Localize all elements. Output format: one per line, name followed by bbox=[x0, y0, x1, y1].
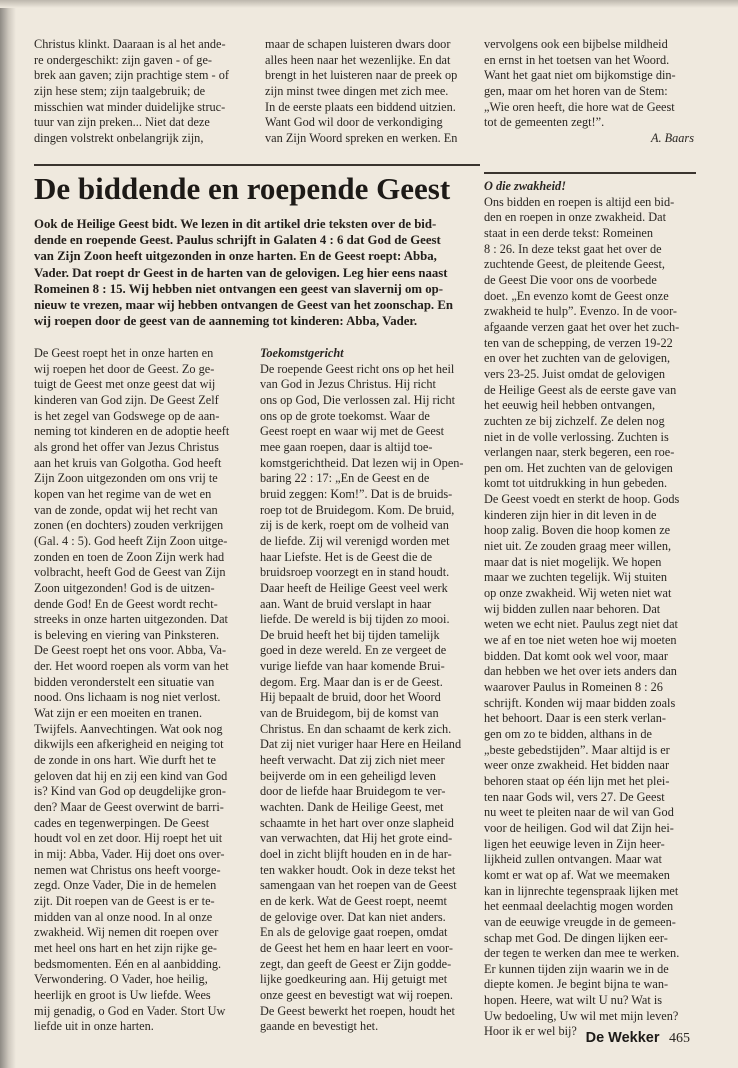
text-line: de Heilige Geest als de eerste gave van bbox=[484, 382, 677, 397]
text-line: In de eerste plaats een biddend uitzien. bbox=[265, 99, 456, 114]
text-line: kan in lijnrechte tegenspraak lijken met bbox=[484, 883, 679, 898]
text-line: Verwondering. O Vader, hoe heilig, bbox=[34, 972, 208, 987]
page-number: 465 bbox=[669, 1031, 690, 1046]
text-line: Christus klinkt. Daaraan is al het ande- bbox=[34, 37, 226, 51]
text-line: Zoon uitgezonden! God is de uitzen- bbox=[34, 580, 215, 595]
text-line: doel in zicht blijft houden en in de har- bbox=[260, 847, 452, 861]
text-line: degom. Erg. Maar dan is er de Geest. bbox=[260, 674, 443, 689]
text-line: vervolgens ook een bijbelse mildheid bbox=[484, 37, 668, 51]
text-line: nemen wat Christus ons heeft voorge- bbox=[34, 862, 221, 877]
text-line: van Zijn Woord spreken en werken. En bbox=[265, 130, 458, 145]
text-line: weer onze zwakheid. Het bidden naar bbox=[484, 758, 670, 773]
text-line: nu weet te pleiten naar de wil van God bbox=[484, 805, 674, 820]
page-binding-edge bbox=[0, 0, 16, 1068]
text-line: schaamte in het hart over onze slapheid bbox=[260, 815, 454, 830]
text-line: zegt, dan geeft de Geest er Zijn godde- bbox=[260, 956, 452, 971]
text-line: De roepende Geest richt ons op het heil bbox=[260, 361, 455, 376]
text-line: op onze zwakheid. Wij weten niet wat bbox=[484, 586, 672, 601]
text-line: afgaande verzen gaat het over het zuch- bbox=[484, 319, 680, 334]
text-line: Romeinen 8 : 15. Wij hebben niet ontvangen een geest van slavernij om op- bbox=[34, 281, 444, 296]
text-line: staat in een derde tekst: Romeinen bbox=[484, 225, 654, 240]
section-heading-zwakheid: O die zwakheid! bbox=[484, 179, 566, 193]
text-line: ten naar Gods wil, vers 27. De Geest bbox=[484, 789, 665, 804]
text-line: lijke goedkeuring aan. Hij getuigt met bbox=[260, 972, 448, 987]
text-line: De bruid heeft het bij tijden tamelijk bbox=[260, 627, 440, 642]
text-line: gaande en bevestigt het. bbox=[260, 1019, 379, 1034]
text-line: der. Het woord roepen als vorm van het bbox=[34, 659, 229, 674]
text-line: 8 : 26. In deze tekst gaat het over de bbox=[484, 241, 662, 256]
text-line: als grond het offer van Jezus Christus bbox=[34, 439, 219, 454]
text-line: den? Maar de Geest overwint de barri- bbox=[34, 800, 224, 815]
text-line: dende God! En de Geest wordt recht- bbox=[34, 596, 218, 611]
text-line: wij roepen door de geest van de aanneming tot kinderen: Abba, Vader. bbox=[34, 314, 418, 329]
text-line: ten van de schepping, de verzen 19-22 bbox=[484, 335, 673, 350]
page-footer bbox=[500, 1030, 690, 1047]
text-line: van de eeuwige vreugde in de gemeen- bbox=[484, 914, 676, 929]
text-line: lijkheid zullen ontvangen. Maar wat bbox=[484, 852, 662, 867]
text-line: tuur van zijn preken... Niet dat deze bbox=[34, 115, 210, 130]
text-line: Hij bepaalt de bruid, door het Woord bbox=[260, 690, 441, 705]
text-line: ons op de grote toekomst. Waar de bbox=[260, 408, 430, 423]
text-line: zijn minst twee dingen met zich mee. bbox=[265, 83, 449, 98]
text-line: mij genadig, o God en Vader. Stort Uw bbox=[34, 1003, 226, 1018]
text-line: schrijft. Konden wij maar bidden zoals bbox=[484, 695, 676, 710]
text-line: zijn hese stem; zijn taalgebruik; de bbox=[34, 83, 206, 98]
text-line: de Geest Die voor ons de voorbede bbox=[484, 272, 657, 287]
text-line: de gelovige over. Dat kan niet anders. bbox=[260, 909, 446, 924]
text-line: Er kunnen tijden zijn waarin we in de bbox=[484, 961, 669, 976]
text-line: maar de schapen luisteren dwars door bbox=[265, 37, 451, 51]
text-line: zonen (en dochters) zouden verkrijgen bbox=[34, 518, 224, 533]
text-line: en over het zuchten van de gelovigen, bbox=[484, 351, 671, 366]
text-line: „beste gebedstijden”. Maar altijd is er bbox=[484, 742, 670, 757]
text-line: bedsmomenten. Eén en al aanbidding. bbox=[34, 956, 222, 971]
text-line: geloven dat hij en zij een kind van God bbox=[34, 768, 228, 783]
article-column-2-text bbox=[260, 362, 478, 1035]
text-line: midden van al onze nood. In al onze bbox=[34, 909, 213, 924]
text-line: en de kerk. Wat de Geest roept, neemt bbox=[260, 893, 447, 908]
text-line: zuchtende Geest, de pleitende Geest, bbox=[484, 257, 665, 272]
text-line: ligen het eeuwige leven in Zijn heer- bbox=[484, 836, 665, 851]
text-line: zij is de kerk, roept om de volheid van bbox=[260, 518, 449, 533]
text-line: liefde uit in onze harten. bbox=[34, 1019, 154, 1034]
text-line: heerlijk en groot is Uw liefde. Wees bbox=[34, 987, 211, 1002]
text-line: gen, maar om het horen van de Stem: bbox=[484, 83, 668, 98]
text-line: tuigt de Geest met onze geest dat wij bbox=[34, 377, 216, 392]
page-top-edge bbox=[0, 0, 738, 8]
text-line: streeks in onze harten uitgezonden. Dat bbox=[34, 612, 228, 627]
text-line: dan hebben we het over iets anders dan bbox=[484, 664, 677, 679]
text-line: dingen volstrekt onbelangrijk zijn, bbox=[34, 130, 204, 145]
text-line: wachten. Dank de Heilige Geest, met bbox=[260, 800, 444, 815]
text-line: we af en toe niet weten hoe wij moeten bbox=[484, 633, 677, 648]
text-line: ten wakker houdt. Ook in deze tekst het bbox=[260, 862, 456, 877]
top-column-3-text bbox=[484, 37, 694, 131]
text-line: van Zijn Zoon heeft uitgezonden in onze harten. En de Geest roept: Abba, bbox=[34, 249, 437, 264]
text-line: tot de gemeenten zegt!”. bbox=[484, 115, 605, 130]
text-line: haar Liefste. Het is de Geest die de bbox=[260, 549, 433, 564]
text-line: onze geest en bevestigt wat wij roepen. bbox=[260, 987, 453, 1002]
text-line: aan. Want de bruid verslapt in haar bbox=[260, 596, 432, 611]
text-line: zwakheid. Wij nemen dit roepen over bbox=[34, 925, 219, 940]
text-line: liefde. De wereld is bij tijden zo mooi. bbox=[260, 612, 450, 627]
text-line: vurige liefde van haar komende Brui- bbox=[260, 659, 445, 674]
text-line: Ook de Heilige Geest bidt. We lezen in dit artikel drie teksten over de bid- bbox=[34, 217, 437, 231]
text-line: brek aan gaven; zijn prachtige stem - of bbox=[34, 68, 229, 83]
text-line: Geest roept en waar wij met de Geest bbox=[260, 424, 445, 439]
text-line: bruidsroep voorzegt en in stand houdt. bbox=[260, 565, 450, 580]
article-intro bbox=[34, 216, 482, 329]
text-line: bidden. Dat komt ook wel voor, maar bbox=[484, 648, 668, 663]
article-column-2 bbox=[260, 346, 478, 1035]
text-line: ons op God, Die verlossen zal. Hij richt bbox=[260, 392, 456, 407]
author-signature: A. Baars bbox=[650, 130, 694, 145]
article-column-3-text bbox=[484, 195, 694, 1040]
text-line: dikwijls een afkerigheid en neiging tot bbox=[34, 737, 224, 752]
text-line: pen om. Het zuchten van de gelovigen bbox=[484, 460, 673, 475]
text-line: het eenmaal deelachtig mogen worden bbox=[484, 899, 674, 914]
text-line: Vader. Dat roept dr Geest in de harten van de gelovigen. Leg hier eens naast bbox=[34, 265, 448, 280]
text-line: zijt. Dit roepen van de Geest is er te- bbox=[34, 893, 215, 908]
text-line: volbracht, heeft God de Geest van Zijn bbox=[34, 565, 226, 580]
text-line: zwakheid te hulp”. Evenzo. In de voor- bbox=[484, 304, 678, 319]
text-line: is beleving en viering van Pinksteren. bbox=[34, 627, 220, 642]
top-column-1 bbox=[34, 37, 252, 147]
text-line: de zonde in ons hart. Wie durft het te bbox=[34, 753, 216, 768]
text-line: De Geest voedt en sterkt de hoop. Gods bbox=[484, 492, 680, 507]
text-line: weten we echt niet. Paulus zegt niet dat bbox=[484, 617, 678, 632]
text-line: gen om zo te bidden, althans in de bbox=[484, 726, 653, 741]
text-line: samengaan van het roepen van de Geest bbox=[260, 878, 457, 893]
text-line: komt tot uitdrukking in hun gebeden. bbox=[484, 476, 668, 491]
text-line: Hoor ik er wel bij? bbox=[484, 1024, 577, 1039]
text-line: komstgerichtheid. Dat lezen wij in Open- bbox=[260, 455, 464, 470]
text-line: en ernst in het toetsen van het Woord. bbox=[484, 52, 670, 67]
text-line: verlangen naar, sterk begeren, een roe- bbox=[484, 445, 675, 460]
text-line: heeft verwacht. Dat zij zich niet meer bbox=[260, 753, 445, 768]
text-line: den en roepen in onze zwakheid. Dat bbox=[484, 210, 666, 225]
text-line: niet in de volle verlossing. Zuchten is bbox=[484, 429, 669, 444]
text-line: neming tot kinderen en de adoptie heeft bbox=[34, 424, 230, 439]
text-line: Want het gaat niet om bijkomstige din- bbox=[484, 68, 676, 83]
text-line: De Geest roept het in onze harten en bbox=[34, 346, 214, 360]
text-line: misschien wat minder duidelijke struc- bbox=[34, 99, 226, 114]
text-line: de Geest het hem en haar leert en voor- bbox=[260, 940, 453, 955]
text-line: aan het kruis van Golgotha. God heeft bbox=[34, 455, 222, 470]
text-line: Zijn Zoon uitgezonden om ons vrij te bbox=[34, 471, 218, 486]
text-line: dende en roepende Geest. Paulus schrijft in Galaten 4 : 6 dat God de Geest bbox=[34, 233, 441, 248]
divider-right-column bbox=[484, 172, 696, 174]
text-line: En als de gelovige gaat roepen, omdat bbox=[260, 925, 448, 940]
text-line: baring 22 : 17: „En de Geest en de bbox=[260, 471, 430, 486]
text-line: met heel ons hart en het zijn rijke ge- bbox=[34, 940, 218, 955]
text-line: Dat zij niet vuriger haar Here en Heiland bbox=[260, 737, 462, 752]
text-line: Uw bedoeling, Uw wil met mijn leven? bbox=[484, 1008, 679, 1023]
text-line: kinderen zijn hier in dit leven in de bbox=[484, 507, 657, 522]
top-column-3 bbox=[484, 37, 694, 147]
text-line: nood. Ons lichaam is nog niet verlost. bbox=[34, 690, 221, 705]
divider-above-title bbox=[34, 164, 480, 166]
text-line: Wat zijn er een moeiten en tranen. bbox=[34, 706, 203, 721]
text-line: Daar heeft de Heilige Geest veel werk bbox=[260, 580, 448, 595]
magazine-name: De Wekker bbox=[585, 1030, 660, 1046]
text-line: behoren staat op één lijn met het plei- bbox=[484, 773, 670, 788]
text-line: re ondergeschikt: zijn gaven - of ge- bbox=[34, 52, 213, 67]
text-line: hopen. Heere, wat wilt U nu? Wat is bbox=[484, 993, 663, 1008]
text-line: hoop zalig. Boven die hoop komen ze bbox=[484, 523, 671, 538]
article-column-1 bbox=[34, 346, 252, 1035]
text-line: (Gal. 4 : 5). God heeft Zijn Zoon uitge- bbox=[34, 533, 228, 548]
text-line: mee gaan roepen, daar is altijd toe- bbox=[260, 439, 433, 454]
text-line: Christus. En dan schaamt de kerk zich. bbox=[260, 721, 452, 736]
text-line: doet. „En evenzo komt de Geest onze bbox=[484, 288, 669, 303]
text-line: Ons bidden en roepen is altijd een bid- bbox=[484, 194, 675, 209]
text-line: van God in Jezus Christus. Hij richt bbox=[260, 377, 436, 392]
text-line: van de zonde, opdat wij het recht van bbox=[34, 502, 218, 517]
text-line: nieuw te vrezen, maar wij hebben ontvangen de Geest van het zoonschap. En bbox=[34, 298, 453, 313]
text-line: maar we zuchten tegelijk. Wij stuiten bbox=[484, 570, 667, 585]
text-line: is het zegel van Godswege op de aan- bbox=[34, 408, 220, 423]
text-line: het behoort. Daar is een sterk verlan- bbox=[484, 711, 666, 726]
text-line: is? Kind van God op deugdelijke gron- bbox=[34, 784, 226, 799]
text-line: maar dat is niet mogelijk. We hopen bbox=[484, 554, 662, 569]
section-heading-toekomstgericht: Toekomstgericht bbox=[260, 346, 344, 360]
text-line: kinderen van God zijn. De Geest Zelf bbox=[34, 392, 219, 407]
text-line: de liefde. Zij wil verenigd worden met bbox=[260, 533, 450, 548]
text-line: houdt vol en zet door. Hij roept het uit bbox=[34, 831, 223, 846]
text-line: zonden en toen de Zoon Zijn werk had bbox=[34, 549, 225, 564]
text-line: diepte komen. Je begint bijna te wan- bbox=[484, 977, 669, 992]
text-line: voor de heiligen. God wil dat Zijn hei- bbox=[484, 820, 674, 835]
text-line: wij bidden zullen naar behoren. Dat bbox=[484, 601, 661, 616]
text-line: kopen van het regime van de wet en bbox=[34, 486, 212, 501]
text-line: „Wie oren heeft, die hore wat de Geest bbox=[484, 99, 675, 114]
text-line: wij roepen het door de Geest. Zo ge- bbox=[34, 361, 215, 376]
text-line: waarover Paulus in Romeinen 8 : 26 bbox=[484, 680, 663, 694]
text-line: het eeuwig heil hebben ontvangen, bbox=[484, 398, 656, 413]
article-column-3 bbox=[484, 179, 694, 1040]
text-line: De Geest roept het ons voor. Abba, Va- bbox=[34, 643, 227, 658]
text-line: alles heen naar het wezenlijke. En dat bbox=[265, 52, 451, 67]
article-title: De biddende en roepende Geest bbox=[34, 171, 451, 206]
text-line: schap met God. De dingen lijken eer- bbox=[484, 930, 668, 945]
text-line: brengt in het luisteren naar de preek op bbox=[265, 68, 458, 83]
text-line: goed in deze wereld. En ze vergeet de bbox=[260, 643, 447, 658]
text-line: van de Bruidegom, bij de komst van bbox=[260, 706, 439, 721]
text-line: roep tot de Bruidegom. Kom. De bruid, bbox=[260, 502, 455, 517]
text-line: van verwachten, dat Hij het grote eind- bbox=[260, 831, 453, 846]
text-line: der tegen te werken dan mee te werken. bbox=[484, 946, 680, 961]
text-line: De Geest bewerkt het roepen, houdt het bbox=[260, 1003, 455, 1018]
text-line: cades en tegenwerpingen. De Geest bbox=[34, 815, 210, 830]
text-line: bidden veronderstelt een situatie van bbox=[34, 674, 215, 689]
text-line: bruid zeggen: Kom!”. Dat is de bruids- bbox=[260, 486, 453, 501]
top-column-2 bbox=[265, 37, 477, 147]
text-line: door de liefde haar Bruidegom te ver- bbox=[260, 784, 446, 799]
text-line: zuchten ze bij zichzelf. Ze delen nog bbox=[484, 413, 665, 428]
text-line: zegd. Onze Vader, Die in de hemelen bbox=[34, 878, 217, 893]
text-line: vers 23-25. Juist omdat de gelovigen bbox=[484, 366, 666, 381]
text-line: in mij: Abba, Vader. Hij doet ons over- bbox=[34, 847, 225, 861]
text-line: Twijfels. Aanvechtingen. Wat ook nog bbox=[34, 721, 223, 736]
text-line: komt er wat op af. Wat we meemaken bbox=[484, 867, 670, 882]
text-line: niet uit. Ze zouden graag meer willen, bbox=[484, 539, 672, 554]
text-line: Want God wil door de verkondiging bbox=[265, 115, 443, 130]
text-line: beijverde om in een geheiligd leven bbox=[260, 768, 436, 783]
